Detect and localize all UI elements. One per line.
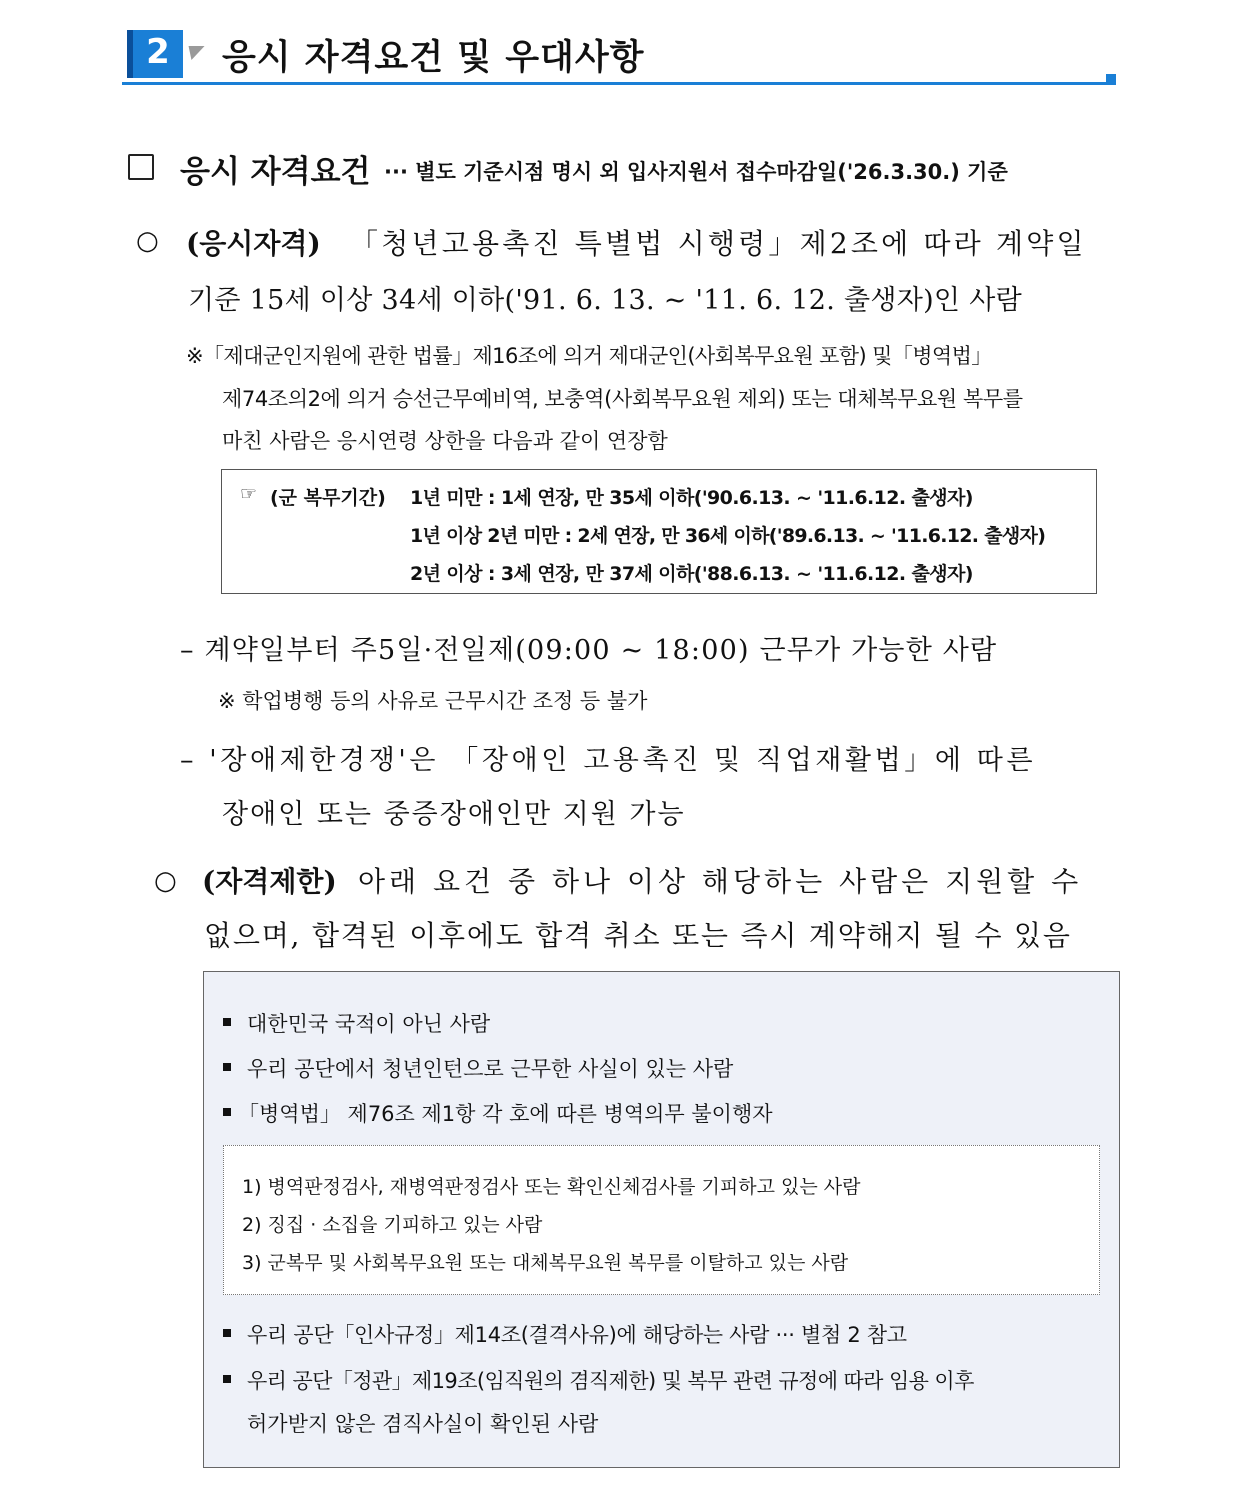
service-row-3: 2년 이상 : 3세 연장, 만 37세 이하('88.6.13. ~ '11.6.12. 출생자) xyxy=(410,563,973,585)
section-divider-end xyxy=(1106,74,1116,85)
restriction-item-4: 우리 공단「인사규정」제14조(결격사유)에 해당하는 사람 ··· 별첨 2 참고 xyxy=(247,1323,907,1347)
restriction-item: 「병역법」 제76조 제1항 각 호에 따른 병역의무 불이행자 xyxy=(238,1102,773,1126)
section-number-badge xyxy=(127,30,183,78)
disability-competition-line1: – '장애제한경쟁'은 「장애인 고용촉진 및 직업재활법」에 따른 xyxy=(180,745,1037,776)
circle-bullet-icon: ○ xyxy=(154,866,177,896)
section-divider xyxy=(122,82,1116,85)
age-extension-note-line1: ※「제대군인지원에 관한 법률」제16조에 의거 제대군인(사회복무요원 포함) 및「병역법」 xyxy=(186,344,992,368)
sub-item: 1) 병역판정검사, 재병역판정검사 또는 확인신체검사를 기피하고 있는 사람 xyxy=(242,1176,861,1198)
disability-competition-line2: 장애인 또는 중증장애인만 지원 가능 xyxy=(222,799,686,830)
pointer-hand-icon: ☞ xyxy=(240,483,258,505)
restriction-label: (자격제한) xyxy=(202,865,337,898)
age-extension-note-line3: 마친 사람은 응시연령 상한을 다음과 같이 연장함 xyxy=(222,429,668,453)
restriction-item-5-line1: 우리 공단「정관」제19조(임직원의 겸직제한) 및 복무 관련 규정에 따라 임용 이후 xyxy=(247,1369,974,1393)
square-bullet-icon xyxy=(223,1375,231,1383)
square-bullet-icon xyxy=(223,1018,231,1026)
age-extension-note-line2: 제74조의2에 의거 승선근무예비역, 보충역(사회복무요원 제외) 또는 대체복무요원 복무를 xyxy=(222,387,1023,411)
service-row-1: 1년 미만 : 1세 연장, 만 35세 이하('90.6.13. ~ '11.6.12. 출생자) xyxy=(410,487,973,509)
square-bullet-icon xyxy=(223,1108,231,1116)
eligibility-line1: 「청년고용촉진 특별법 시행령」제2조에 따라 계약일 xyxy=(350,227,1087,260)
square-bullet-icon xyxy=(223,1329,231,1337)
requirements-heading-note: ··· 별도 기준시점 명시 외 입사지원서 접수마감일('26.3.30.) 기준 xyxy=(384,160,1008,184)
workday-note: ※ 학업병행 등의 사유로 근무시간 조정 등 불가 xyxy=(218,689,648,713)
restriction-item: 대한민국 국적이 아닌 사람 xyxy=(247,1012,491,1036)
triangle-marker-icon xyxy=(183,46,204,60)
restriction-line2: 없으며, 합격된 이후에도 합격 취소 또는 즉시 계약해지 될 수 있음 xyxy=(204,919,1072,952)
eligibility-line2: 기준 15세 이상 34세 이하('91. 6. 13. ~ '11. 6. 12. 출생자)인 사람 xyxy=(188,285,1022,316)
checkbox-square-icon xyxy=(128,154,154,180)
square-bullet-icon xyxy=(223,1063,231,1071)
circle-bullet-icon: ○ xyxy=(136,226,159,256)
restriction-line1: 아래 요건 중 하나 이상 해당하는 사람은 지원할 수 xyxy=(358,865,1083,898)
service-row-2: 1년 이상 2년 미만 : 2세 연장, 만 36세 이하('89.6.13. ~ '11.6.12. 출생자) xyxy=(410,525,1046,547)
requirements-heading: 응시 자격요건 xyxy=(180,154,371,190)
workday-requirement: – 계약일부터 주5일·전일제(09:00 ~ 18:00) 근무가 가능한 사람 xyxy=(180,635,998,666)
restriction-item-5-line2: 허가받지 않은 겸직사실이 확인된 사람 xyxy=(247,1412,599,1436)
section-title: 응시 자격요건 및 우대사항 xyxy=(222,38,645,78)
sub-item: 2) 징집 · 소집을 기피하고 있는 사람 xyxy=(242,1214,543,1236)
sub-item: 3) 군복무 및 사회복무요원 또는 대체복무요원 복무를 이탈하고 있는 사람 xyxy=(242,1252,849,1274)
eligibility-label: (응시자격) xyxy=(186,227,321,260)
service-period-label: (군 복무기간) xyxy=(270,487,386,509)
restriction-item: 우리 공단에서 청년인턴으로 근무한 사실이 있는 사람 xyxy=(247,1057,734,1081)
section-number: 2 xyxy=(146,32,170,72)
